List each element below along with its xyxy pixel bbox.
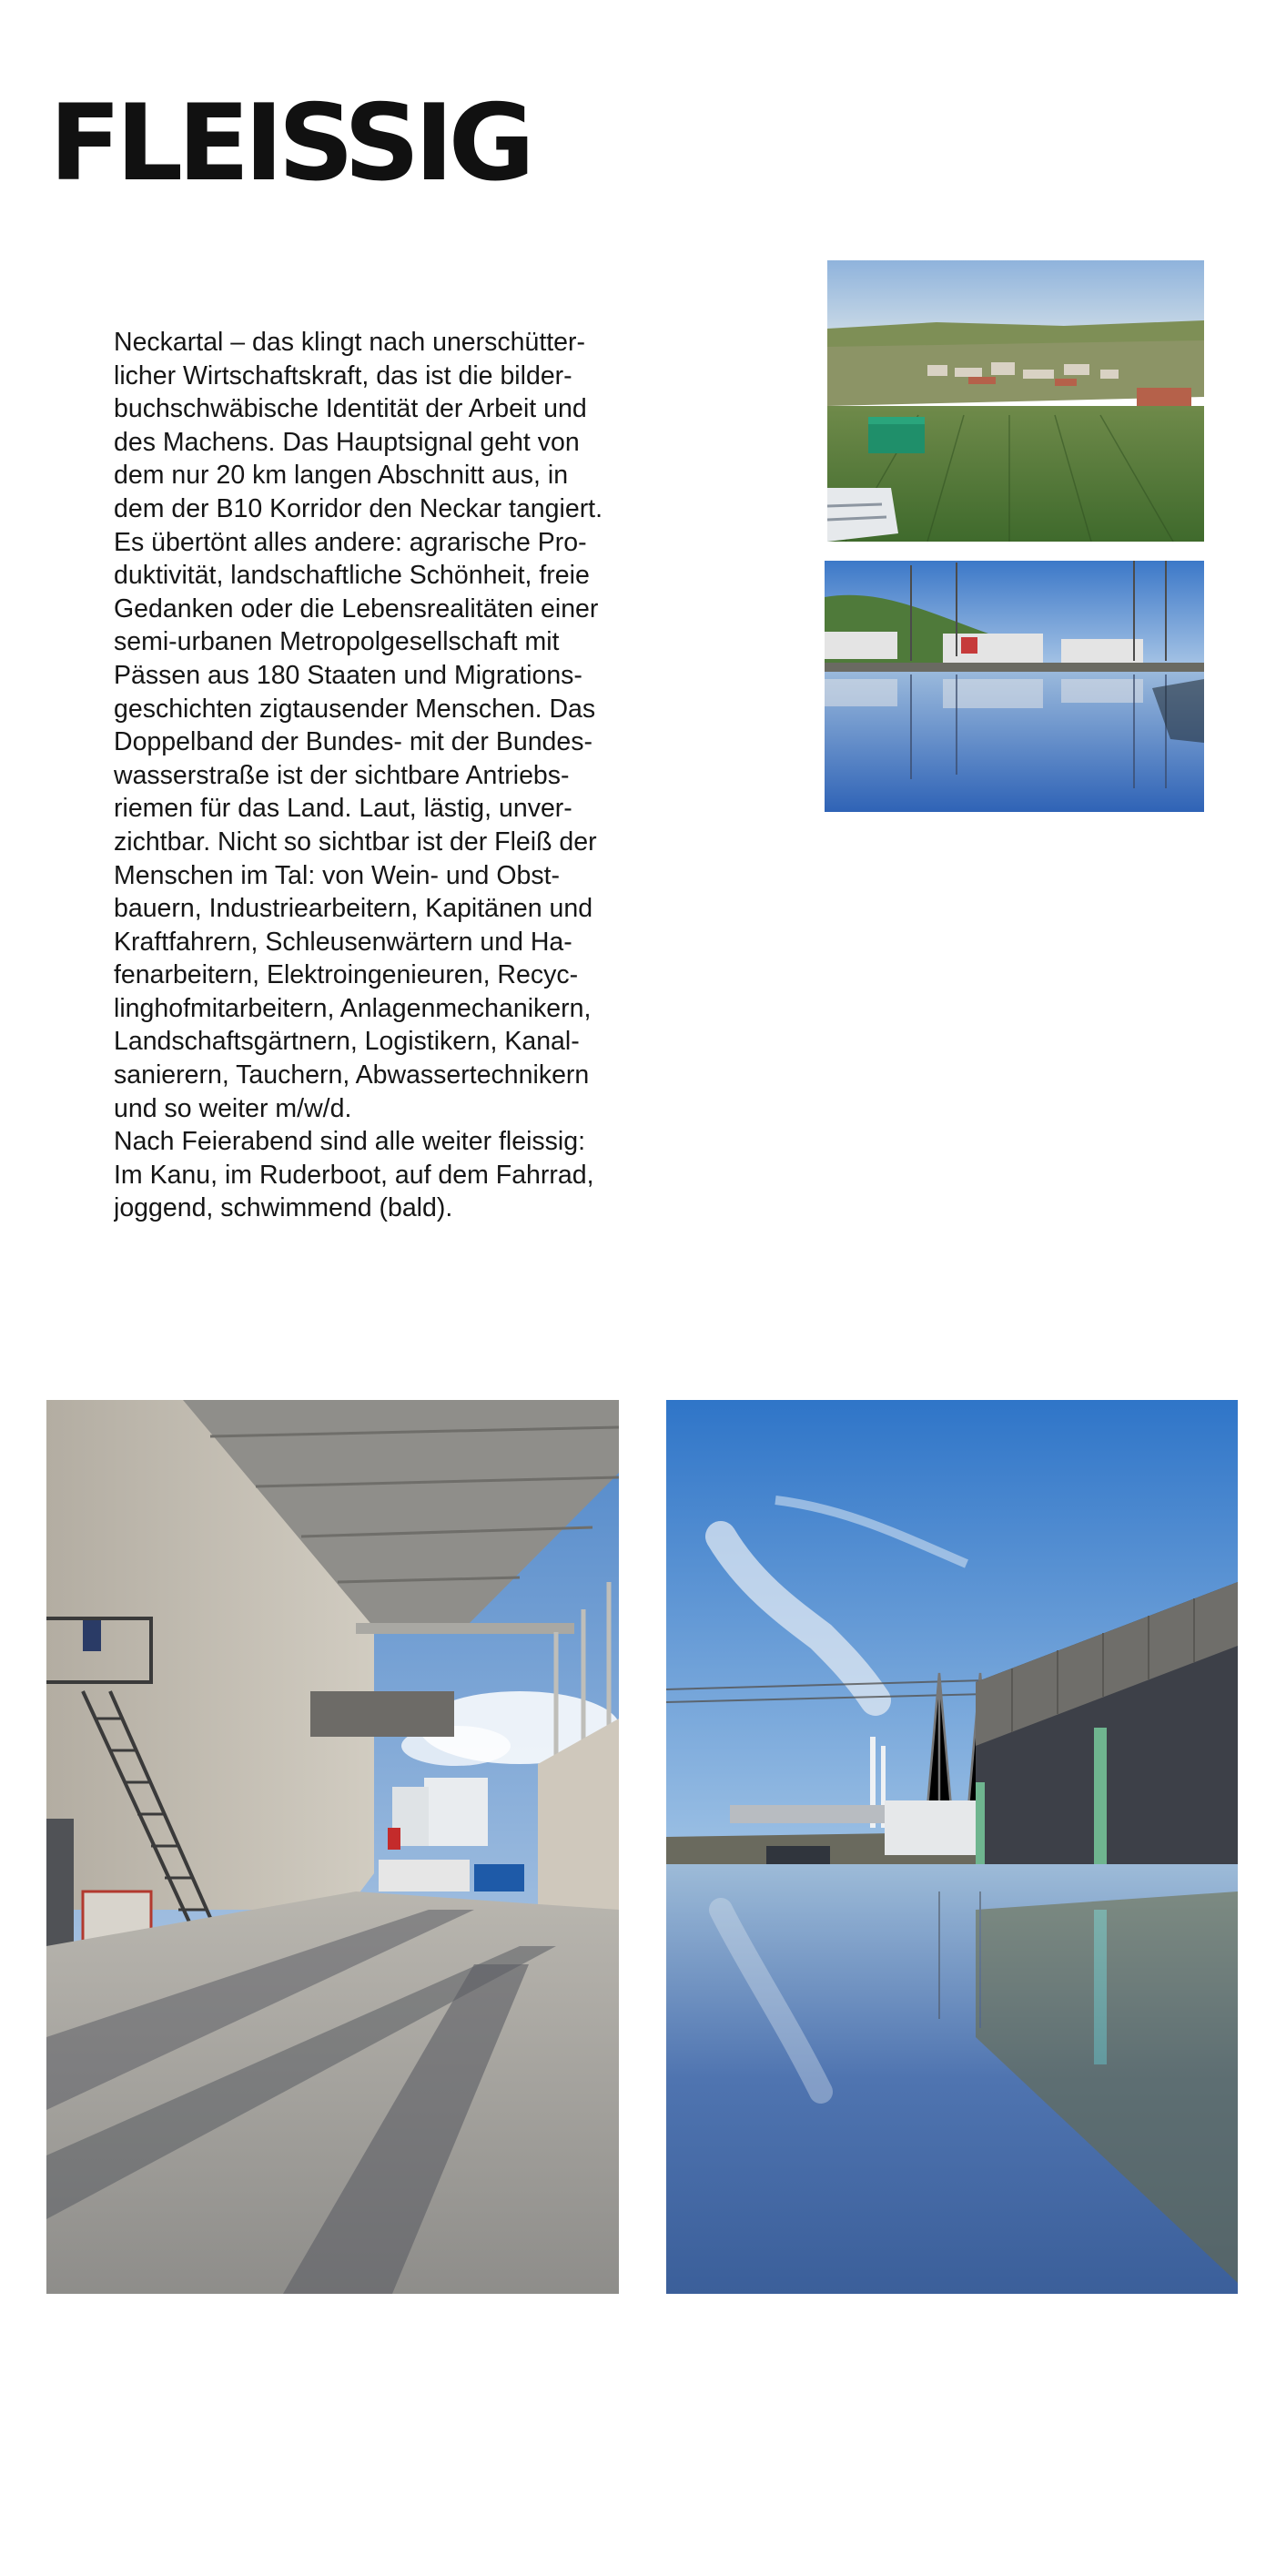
harbour-reflection-photo (825, 561, 1204, 812)
canal-warehouse-photo (666, 1400, 1238, 2294)
page-title: FLEISSIG (49, 82, 530, 205)
vineyard-photo (827, 260, 1204, 542)
body-text: Neckartal – das klingt nach unerschütter- licher Wirtschaftskraft, das ist die bilder- buchschwäbische Identität der Arbeit und des Machens. Das Hauptsignal geht von dem nur 20 km langen Abschnitt aus, in dem der B10 Korridor den Neckar tangiert. Es übertönt alles andere: agrarische Pro- duktivität, landschaftliche Schönheit, freie Gedanken oder die Lebensrealitäten einer semi-urbanen Metropolgesellschaft mit Pässen aus 180 Staaten und Migrations- geschichten zigtausender Menschen. Das Doppelband der Bundes- mit der Bundes- wasserstraße ist der sichtbare Antriebs- riemen für das Land. Laut, lästig, unver- zichtbar. Nicht so sichtbar ist der Fleiß der Menschen im Tal: von Wein- und Obst- bauern, Industriearbeitern, Kapitänen und Kraftfahrern, Schleusenwärtern und Ha- fenarbeitern, Elektroingenieuren, Recyc- linghofmitarbeitern, Anlagenmechanikern, Landschaftsgärtnern, Logistikern, Kanal- sanierern, Tauchern, Abwassertechnikern und so weiter m/w/d. Nach Feierabend sind alle weiter fleissig: Im Kanu, im Ruderboot, auf dem Fahrrad, joggend, schwimmend (bald). (114, 328, 603, 1222)
silo-hall-photo (46, 1400, 619, 2294)
